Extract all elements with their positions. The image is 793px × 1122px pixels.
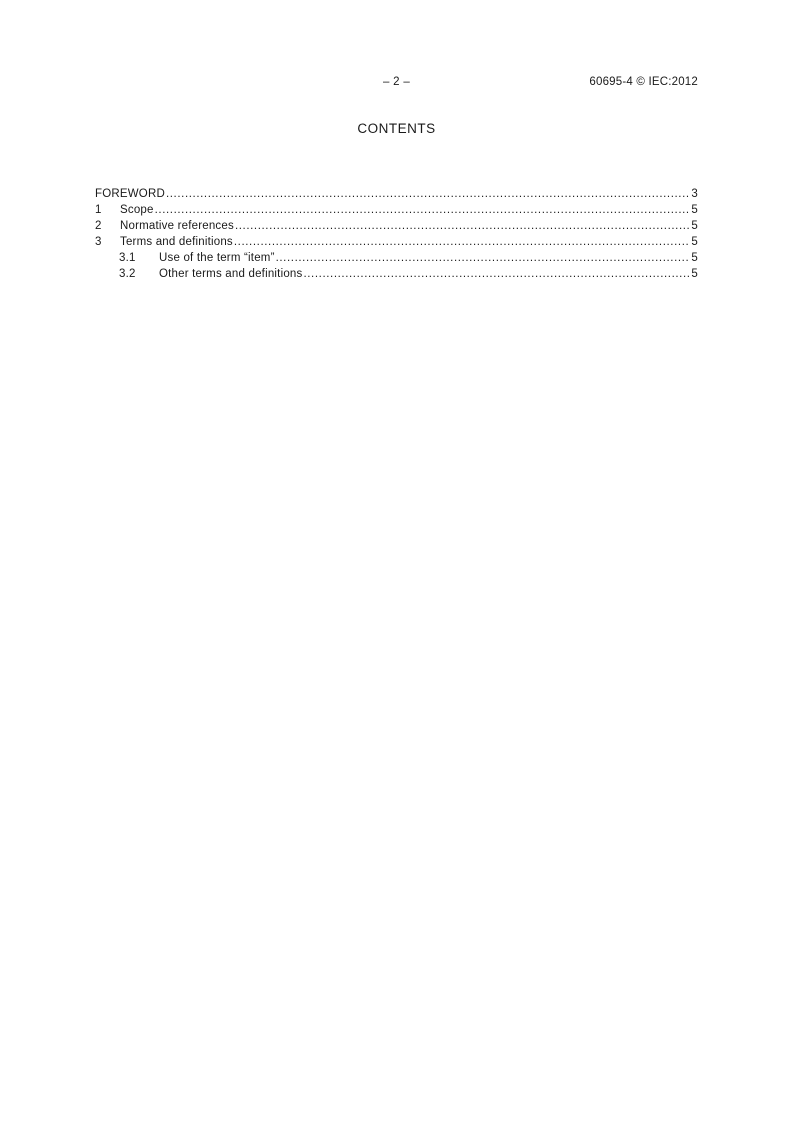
toc-entry-title: Normative references <box>120 220 234 232</box>
toc-page-number: 5 <box>691 236 698 248</box>
dot-leader <box>276 250 691 266</box>
toc-page-number: 5 <box>691 268 698 280</box>
toc-section-number: 3.2 <box>119 268 136 280</box>
toc-entry-terms-and-definitions[interactable] <box>95 234 698 250</box>
dot-leader <box>303 266 690 282</box>
toc-entry-title: Other terms and definitions <box>159 268 303 280</box>
document-reference: 60695-4 © IEC:2012 <box>589 76 698 88</box>
toc-entry-title: FOREWORD <box>95 188 165 200</box>
dot-leader <box>235 218 690 234</box>
dot-leader <box>155 202 691 218</box>
table-of-contents <box>95 186 698 282</box>
toc-section-number: 3.1 <box>119 252 136 264</box>
toc-page-number: 5 <box>691 204 698 216</box>
toc-section-number: 3 <box>95 236 102 248</box>
page-number: – 2 – <box>382 76 411 88</box>
dot-leader <box>166 186 690 202</box>
toc-entry-use-of-term-item[interactable] <box>95 250 698 266</box>
contents-title: CONTENTS <box>357 121 436 136</box>
toc-page-number: 5 <box>691 220 698 232</box>
toc-entry-other-terms[interactable] <box>95 266 698 282</box>
toc-entry-normative-references[interactable] <box>95 218 698 234</box>
toc-section-number: 1 <box>95 204 102 216</box>
toc-page-number: 5 <box>691 252 698 264</box>
toc-entry-title: Use of the term “item” <box>159 252 275 264</box>
toc-entry-scope[interactable] <box>95 202 698 218</box>
dot-leader <box>234 234 691 250</box>
toc-entry-foreword[interactable] <box>95 186 698 202</box>
toc-section-number: 2 <box>95 220 102 232</box>
toc-entry-title: Terms and definitions <box>120 236 233 248</box>
page-header <box>95 76 698 92</box>
toc-page-number: 3 <box>691 188 698 200</box>
toc-entry-title: Scope <box>120 204 154 216</box>
